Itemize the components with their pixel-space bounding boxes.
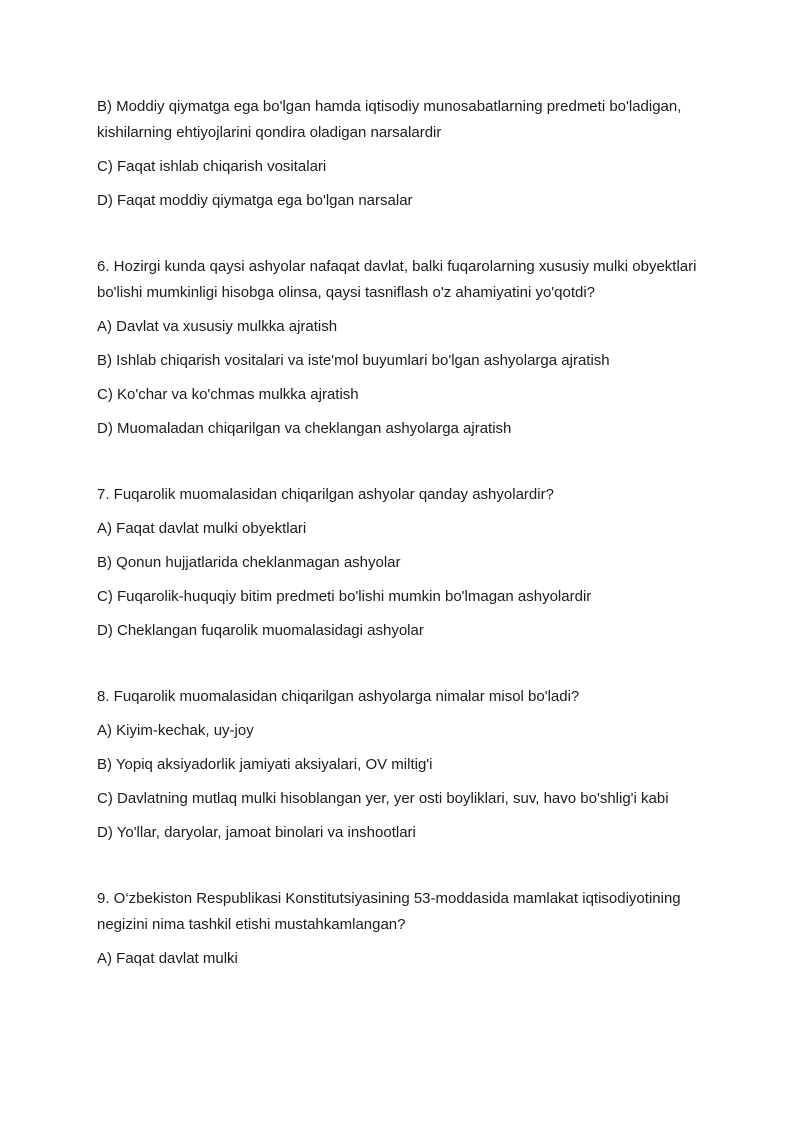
question-text: 8. Fuqarolik muomalasidan chiqarilgan ashyolarga nimalar misol bo'ladi? (97, 688, 580, 705)
block-spacer (97, 450, 717, 482)
block-spacer (97, 222, 717, 254)
option-b: B) Ishlab chiqarish vositalari va iste'mol buyumlari bo'lgan ashyolarga ajratish (97, 352, 610, 369)
option-c: C) Davlatning mutlaq mulki hisoblangan yer, yer osti boyliklari, suv, havo bo'shlig'i kabi (97, 790, 669, 807)
option-a: A) Kiyim-kechak, uy-joy (97, 722, 254, 739)
question-text: 6. Hozirgi kunda qaysi ashyolar nafaqat davlat, balki fuqarolarning xususiy mulki obyektlari bo'lishi mumkinligi hisobga olinsa, qaysi tasniflash o'z ahamiyatini yo'qotdi? (97, 258, 697, 301)
block-spacer (97, 854, 717, 886)
document-page (97, 94, 717, 980)
question-block-8 (97, 684, 717, 846)
option-a: A) Faqat davlat mulki obyektlari (97, 520, 307, 537)
option-d: D) Muomaladan chiqarilgan va cheklangan ashyolarga ajratish (97, 420, 512, 437)
question-block-9 (97, 886, 717, 972)
option-b: B) Qonun hujjatlarida cheklanmagan ashyolar (97, 554, 401, 571)
option-d: D) Cheklangan fuqarolik muomalasidagi ashyolar (97, 622, 424, 639)
block-spacer (97, 652, 717, 684)
question-block-6 (97, 254, 717, 442)
question-block-7 (97, 482, 717, 644)
question-block-5 (97, 94, 717, 214)
option-c: C) Faqat ishlab chiqarish vositalari (97, 158, 327, 175)
option-b: B) Moddiy qiymatga ega bo'lgan hamda iqtisodiy munosabatlarning predmeti bo'ladigan, kishilarning ehtiyojlarini qondira oladigan narsalardir (97, 98, 682, 141)
option-d: D) Yo'llar, daryolar, jamoat binolari va inshootlari (97, 824, 416, 841)
option-b: B) Yopiq aksiyadorlik jamiyati aksiyalari, OV miltig'i (97, 756, 433, 773)
question-text: 9. O‘zbekiston Respublikasi Konstitutsiyasining 53-moddasida mamlakat iqtisodiyotining negizini nima tashkil etishi mustahkamlangan? (97, 890, 681, 933)
option-c: C) Fuqarolik-huquqiy bitim predmeti bo'lishi mumkin bo'lmagan ashyolardir (97, 588, 592, 605)
option-c: C) Ko'char va ko'chmas mulkka ajratish (97, 386, 359, 403)
option-a: A) Faqat davlat mulki (97, 950, 238, 967)
option-d: D) Faqat moddiy qiymatga ega bo'lgan narsalar (97, 192, 413, 209)
question-text: 7. Fuqarolik muomalasidan chiqarilgan ashyolar qanday ashyolardir? (97, 486, 554, 503)
option-a: A) Davlat va xususiy mulkka ajratish (97, 318, 338, 335)
